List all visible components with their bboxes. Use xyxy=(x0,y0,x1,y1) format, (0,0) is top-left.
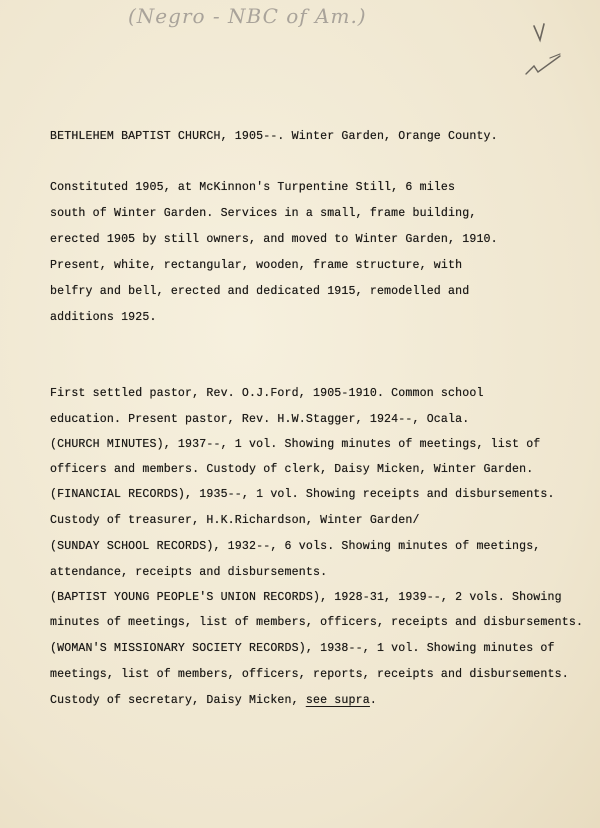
paragraph1-line-5: belfry and bell, erected and dedicated 1915, remodelled and xyxy=(50,285,470,298)
paragraph1-line-3: erected 1905 by still owners, and moved to Winter Garden, 1910. xyxy=(50,233,498,246)
paragraph1-line-6: additions 1925. xyxy=(50,311,157,324)
paragraph2-line-10: minutes of meetings, list of members, officers, receipts and disbursements. xyxy=(50,616,584,629)
custody-secretary-line xyxy=(50,694,377,707)
paragraph2-line-9: (BAPTIST YOUNG PEOPLE'S UNION RECORDS), 1928-31, 1939--, 2 vols. Showing xyxy=(50,591,562,604)
custody-secretary-text: Custody of secretary, Daisy Micken, xyxy=(50,694,306,707)
paragraph2-line-1: First settled pastor, Rev. O.J.Ford, 1905-1910. Common school xyxy=(50,387,484,400)
paragraph1-line-4: Present, white, rectangular, wooden, frame structure, with xyxy=(50,259,463,272)
church-heading: BETHLEHEM BAPTIST CHURCH, 1905--. Winter Garden, Orange County. xyxy=(50,130,498,143)
handwritten-annotation: (Negro - NBC of Am.) xyxy=(128,4,367,28)
paragraph2-line-8: attendance, receipts and disbursements. xyxy=(50,566,328,579)
paragraph2-line-6: Custody of treasurer, H.K.Richardson, Winter Garden/ xyxy=(50,514,420,527)
paragraph2-line-3: (CHURCH MINUTES), 1937--, 1 vol. Showing minutes of meetings, list of xyxy=(50,438,541,451)
paragraph2-line-2: education. Present pastor, Rev. H.W.Stagger, 1924--, Ocala. xyxy=(50,413,470,426)
paragraph2-line-4: officers and members. Custody of clerk, Daisy Micken, Winter Garden. xyxy=(50,463,534,476)
see-supra-reference: see supra xyxy=(305,694,370,707)
paragraph2-line-5: (FINANCIAL RECORDS), 1935--, 1 vol. Showing receipts and disbursements. xyxy=(50,488,555,501)
paragraph2-line-12: meetings, list of members, officers, reports, receipts and disbursements. xyxy=(50,668,569,681)
line-end-punctuation: . xyxy=(369,694,377,707)
paragraph2-line-11: (WOMAN'S MISSIONARY SOCIETY RECORDS), 1938--, 1 vol. Showing minutes of xyxy=(50,642,555,655)
paragraph2-line-7: (SUNDAY SCHOOL RECORDS), 1932--, 6 vols. Showing minutes of meetings, xyxy=(50,540,541,553)
paragraph1-line-1: Constituted 1905, at McKinnon's Turpentine Still, 6 miles xyxy=(50,181,456,194)
paragraph1-line-2: south of Winter Garden. Services in a small, frame building, xyxy=(50,207,477,220)
check-mark-icon xyxy=(520,18,570,78)
